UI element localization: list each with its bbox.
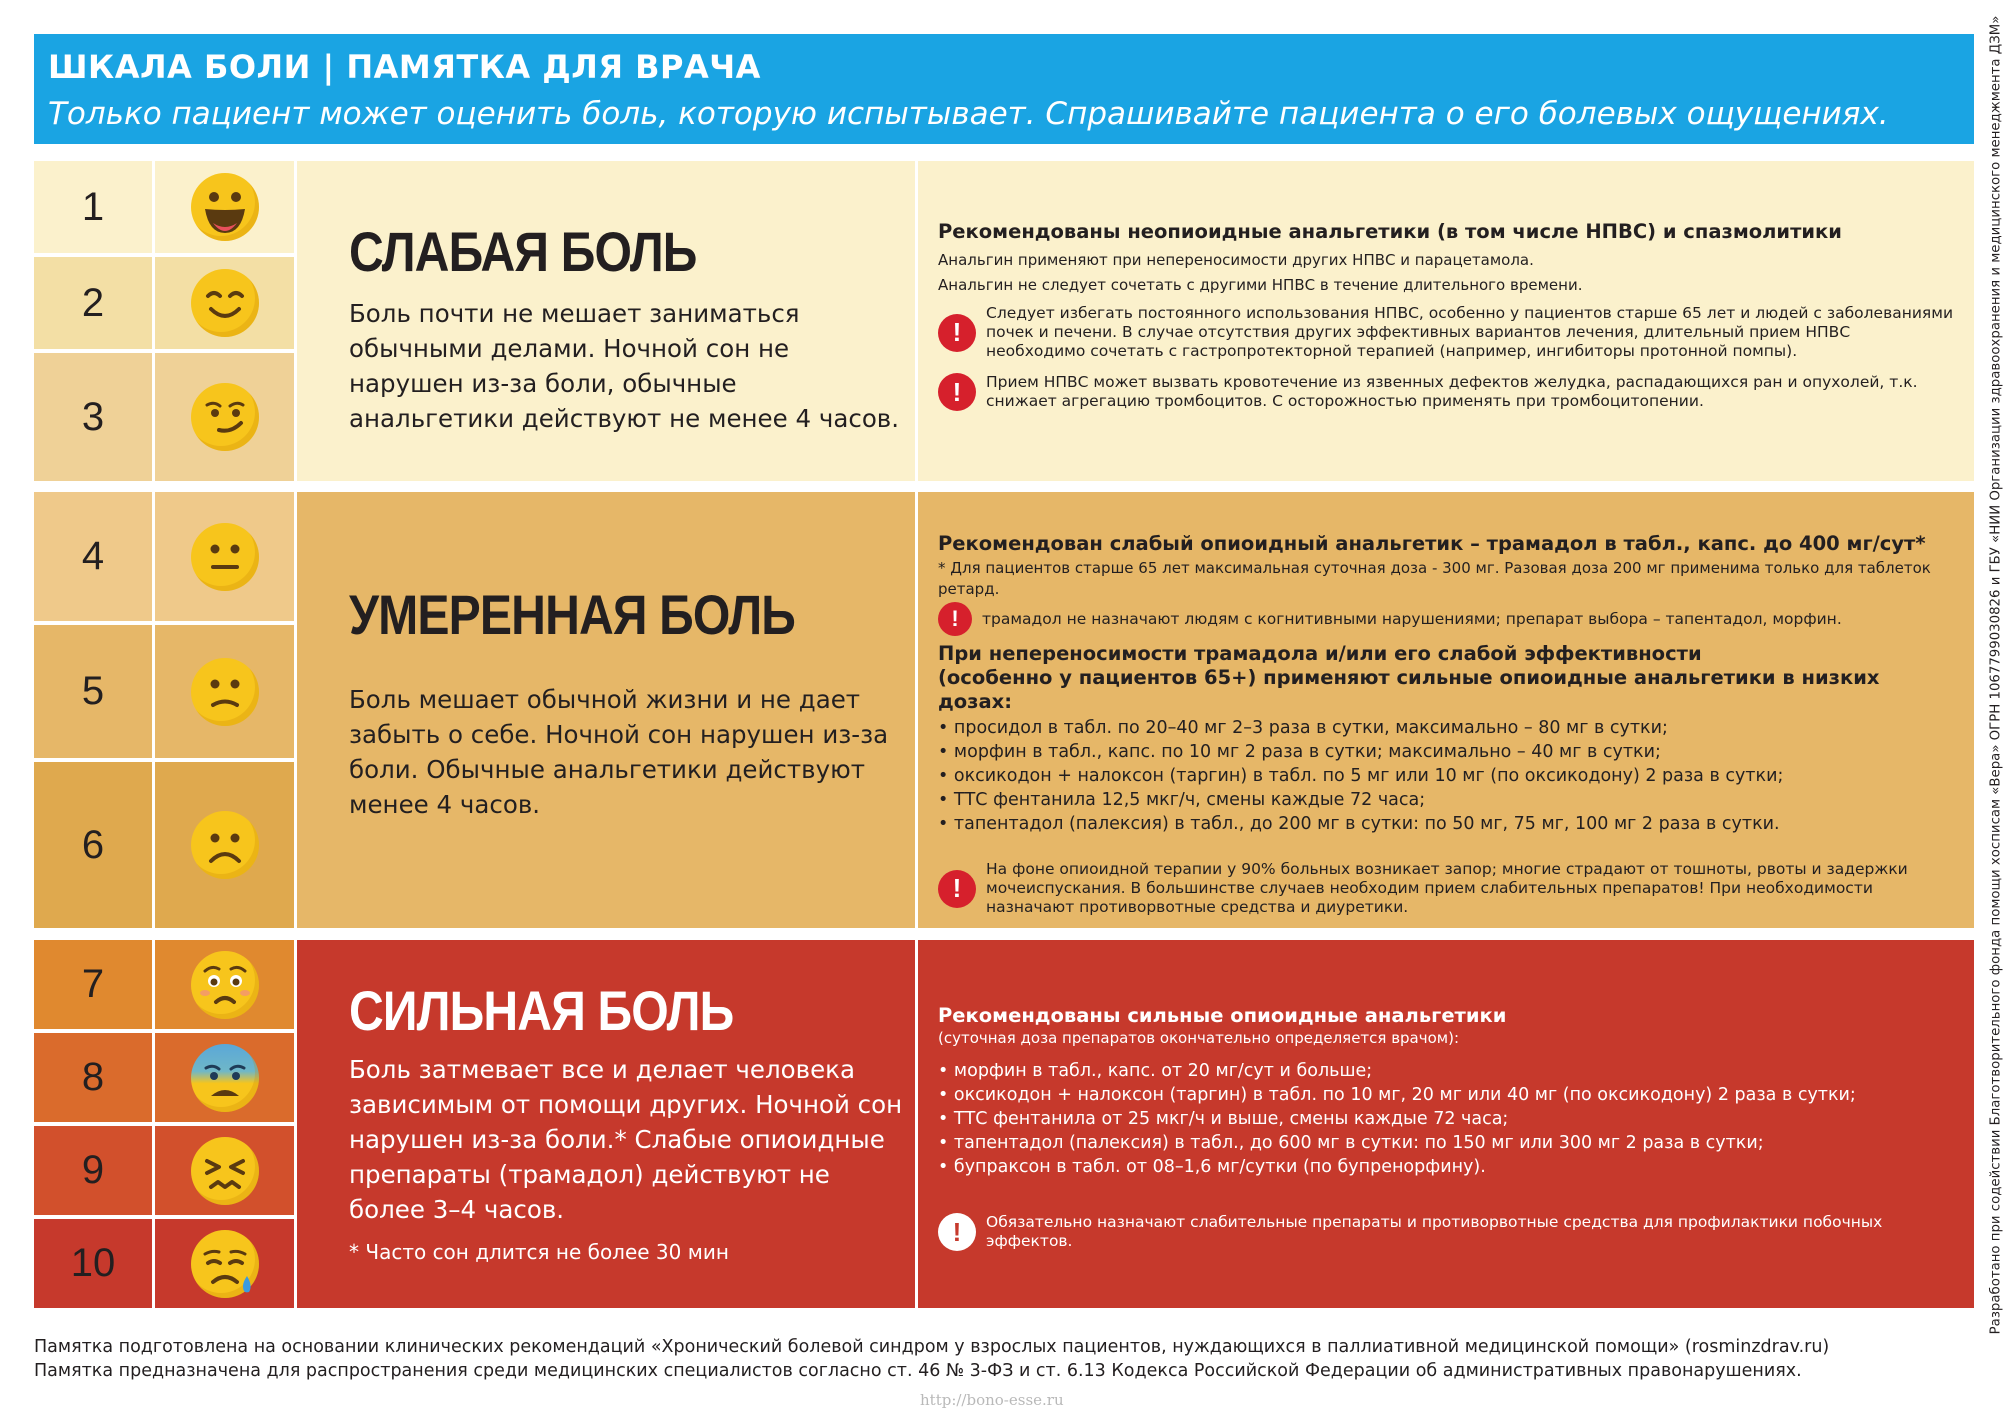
worried-face-icon — [191, 951, 259, 1019]
footer-line: Памятка подготовлена на основании клинических рекомендаций «Хронический болевой синдром у взрослых пациентов, нуждающихся в паллиативной медицинской помощи» (rosminzdrav.ru) — [34, 1337, 1830, 1357]
warning-text: На фоне опиоидной терапии у 90% больных возникает запор; многие страдают от тошноты, рвоты и задержки мочеиспускания. В большинстве случаев необходим прием слабительных препаратов! При необходимости назначают противорвотные средства и диуретики. — [986, 860, 1908, 916]
list-item: • оксикодон + налоксон (таргин) в табл. по 5 мг или 10 мг (по оксикодону) 2 раза в сутки; — [938, 766, 1784, 786]
list-item: • ТТС фентанила от 25 мкг/ч и выше, смены каждые 72 часа; — [938, 1109, 1509, 1129]
list-item: • тапентадол (палексия) в табл., до 600 мг в сутки: по 150 мг или 300 мг 2 раза в сутки; — [938, 1133, 1764, 1153]
moderate-recommendations-panel — [918, 492, 1974, 928]
level-number: 9 — [34, 1126, 152, 1215]
warning-text: Обязательно назначают слабительные препараты и противорвотные средства для профилактики побочных эффектов. — [986, 1213, 1883, 1250]
warning-icon: ! — [938, 870, 976, 908]
footer — [34, 1335, 1984, 1383]
moderate-footnote: * Для пациентов старше 65 лет максимальная суточная доза - 300 мг. Разовая доза 200 мг применима только для таблеток ретард. — [938, 559, 1931, 598]
footer-line: Памятка предназначена для распространения среди медицинских специалистов согласно ст. 46 № 3-ФЗ и ст. 6.13 Кодекса Российской Федерации об административных правонарушениях. — [34, 1361, 1802, 1381]
warning-text: Прием НПВС может вызвать кровотечение из язвенных дефектов желудка, распадающихся ран и опухолей, т.к. снижает агрегацию тромбоцитов. С осторожностью применять при тромбоцитопении. — [986, 373, 1918, 410]
severe-pain-text: Боль затмевает все и делает человека зависимым от помощи других. Ночной сон нарушен из-за боли.* Слабые опиоидные препараты (трамадол) действуют не более 3–4 часов. — [349, 1055, 903, 1224]
watermark: http://bono-esse.ru — [920, 1391, 1064, 1409]
frowning-face-icon — [191, 811, 259, 879]
face-cell — [155, 625, 294, 758]
level-number: 6 — [34, 762, 152, 928]
smiling-face-icon — [191, 269, 259, 337]
moderate-pain-title: УМЕРЕННАЯ БОЛЬ — [349, 583, 796, 646]
list-item: • оксикодон + налоксон (таргин) в табл. по 10 мг, 20 мг или 40 мг (по оксикодону) 2 раза в сутки; — [938, 1085, 1856, 1105]
moderate-drug-list — [938, 716, 1954, 836]
laughing-face-icon — [191, 173, 259, 241]
level-number: 3 — [34, 353, 152, 481]
warning-icon: ! — [938, 373, 976, 411]
header-banner — [34, 34, 1974, 144]
warning-icon: ! — [938, 314, 976, 352]
mild-pain-text: Боль почти не мешает заниматься обычными делами. Ночной сон не нарушен из-за боли, обычные анальгетики действуют не менее 4 часов. — [349, 299, 900, 433]
list-item: • морфин в табл., капс. по 10 мг 2 раза в сутки; максимально – 40 мг в сутки; — [938, 742, 1661, 762]
warning-block — [938, 304, 1954, 361]
severe-pain-title: СИЛЬНАЯ БОЛЬ — [349, 979, 734, 1042]
moderate-description-panel — [297, 492, 915, 928]
level-number: 1 — [34, 161, 152, 253]
level-number: 8 — [34, 1033, 152, 1122]
mild-recommendations-panel — [918, 161, 1974, 481]
face-cell — [155, 1219, 294, 1308]
section-moderate-pain — [34, 492, 1974, 928]
face-cell — [155, 1126, 294, 1215]
level-number: 7 — [34, 940, 152, 1029]
face-cell — [155, 353, 294, 481]
page-title: ШКАЛА БОЛИ | ПАМЯТКА ДЛЯ ВРАЧА — [48, 48, 761, 86]
mild-rec-note: Анальгин не следует сочетать с другими НПВС в течение длительного времени. — [938, 276, 1583, 294]
confounded-face-icon — [191, 1137, 259, 1205]
section-mild-pain — [34, 161, 1974, 481]
warning-block — [938, 860, 1954, 917]
side-credit — [1983, 15, 2009, 1335]
level-number: 10 — [34, 1219, 152, 1308]
page-subtitle: Только пациент может оценить боль, которую испытывает. Спрашивайте пациента о его болевых ощущениях. — [48, 96, 1889, 132]
severe-recommendations-panel — [918, 940, 1974, 1308]
severe-pain-footnote: * Часто сон длится не более 30 мин — [349, 1240, 729, 1264]
crying-face-icon — [191, 1230, 259, 1298]
severe-rec-heading: Рекомендованы сильные опиоидные анальгетики — [938, 1004, 1507, 1027]
moderate-rec-heading: Рекомендован слабый опиоидный анальгетик – трамадол в табл., капс. до 400 мг/сут* — [938, 532, 1926, 555]
list-item: • ТТС фентанила 12,5 мкг/ч, смены каждые 72 часа; — [938, 790, 1426, 810]
face-cell — [155, 257, 294, 349]
face-cell — [155, 1033, 294, 1122]
list-item: • морфин в табл., капс. от 20 мг/сут и больше; — [938, 1061, 1373, 1081]
side-credit-text: Разработано при содействии Благотворительного фонда помощи хосписам «Вера» ОГРН 1067799030826 и ГБУ «НИИ Организации здравоохранения и медицинского менеджмента ДЗМ» — [1988, 15, 2004, 1335]
list-item: • тапентадол (палексия) в табл., до 200 мг в сутки: по 50 мг, 75 мг, 100 мг 2 раза в сутки. — [938, 814, 1780, 834]
neutral-face-icon — [191, 523, 259, 591]
section-severe-pain — [34, 940, 1974, 1308]
severe-description-panel — [297, 940, 915, 1308]
mild-description-panel — [297, 161, 915, 481]
mild-rec-note: Анальгин применяют при непереносимости других НПВС и парацетамола. — [938, 251, 1534, 269]
severe-rec-subheading: (суточная доза препаратов окончательно определяется врачом): — [938, 1029, 1460, 1047]
warning-block — [938, 373, 1954, 411]
level-number: 5 — [34, 625, 152, 758]
warning-block — [938, 602, 1954, 636]
face-cell — [155, 492, 294, 621]
level-number: 4 — [34, 492, 152, 621]
slightly-frowning-face-icon — [191, 658, 259, 726]
moderate-strong-opioid-heading-2: (особенно у пациентов 65+) применяют сильные опиоидные анальгетики в низких дозах: — [938, 666, 1880, 713]
severe-drug-list — [938, 1059, 1954, 1179]
list-item: • просидол в табл. по 20–40 мг 2–3 раза в сутки, максимально – 80 мг в сутки; — [938, 718, 1668, 738]
face-cell — [155, 161, 294, 253]
face-cell — [155, 940, 294, 1029]
warning-icon: ! — [938, 602, 972, 636]
warning-text: трамадол не назначают людям с когнитивными нарушениями; препарат выбора – тапентадол, морфин. — [982, 609, 1842, 628]
anxious-sweat-face-icon — [191, 1044, 259, 1112]
moderate-pain-text: Боль мешает обычной жизни и не дает забыть о себе. Ночной сон нарушен из-за боли. Обычные анальгетики действуют менее 4 часов. — [349, 685, 889, 819]
mild-pain-title: СЛАБАЯ БОЛЬ — [349, 220, 697, 283]
warning-text: Следует избегать постоянного использования НПВС, особенно у пациентов старше 65 лет и людей с заболеваниями почек и печени. В случае отсутствия других эффективных вариантов лечения, длительный прием НПВС необходимо сочетать с гастропротекторной терапией (например, ингибиторы протонной помпы). — [986, 304, 1954, 360]
face-cell — [155, 762, 294, 928]
list-item: • бупраксон в табл. от 08–1,6 мг/сутки (по бупренорфину). — [938, 1157, 1486, 1177]
mild-rec-heading: Рекомендованы неопиоидные анальгетики (в том числе НПВС) и спазмолитики — [938, 220, 1842, 243]
level-number: 2 — [34, 257, 152, 349]
warning-icon: ! — [938, 1213, 976, 1251]
smirking-face-icon — [191, 383, 259, 451]
moderate-strong-opioid-heading: При непереносимости трамадола и/или его слабой эффективности — [938, 642, 1702, 665]
warning-block — [938, 1213, 1954, 1251]
